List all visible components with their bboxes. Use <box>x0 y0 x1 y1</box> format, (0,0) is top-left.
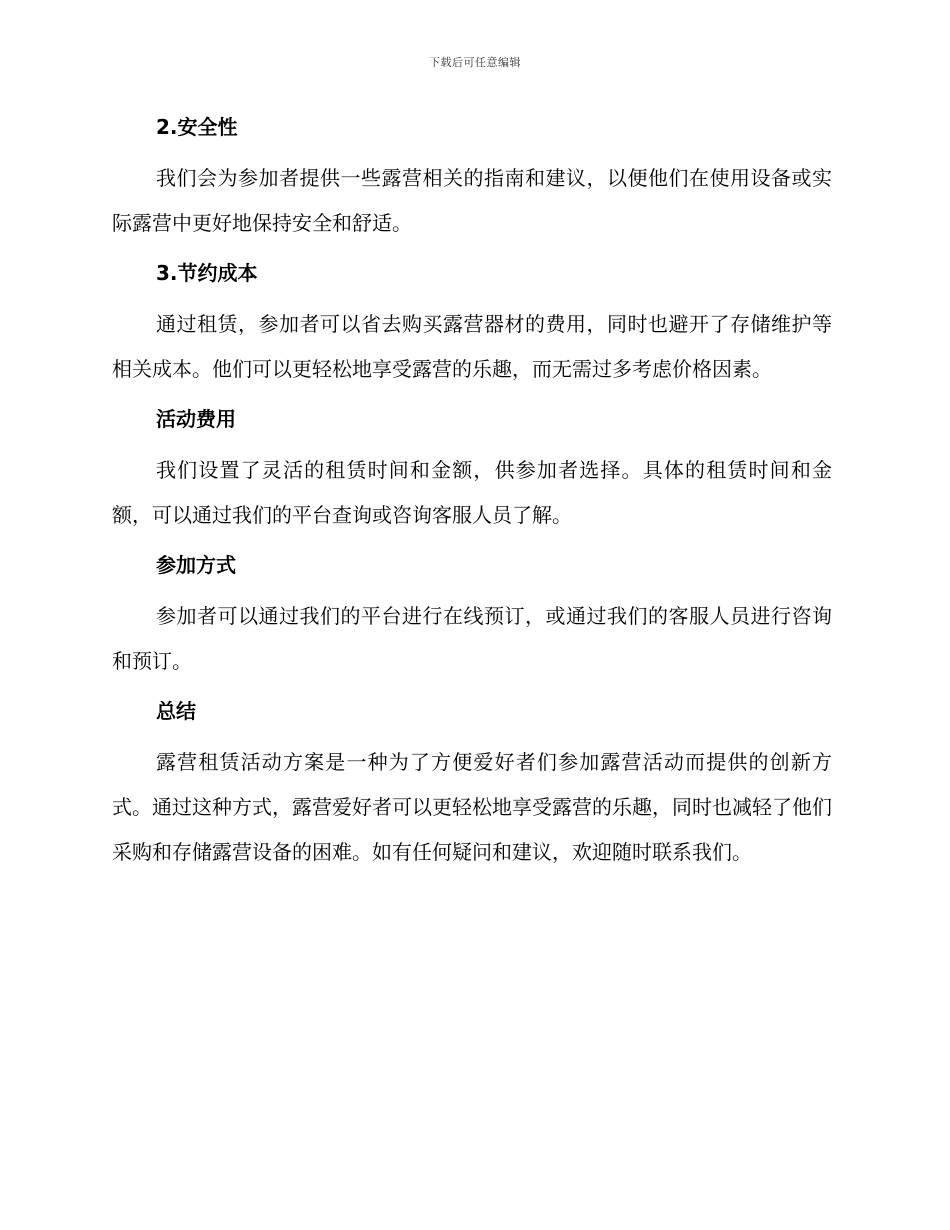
section-heading-cost-saving: 3.节约成本 <box>156 261 258 285</box>
section-heading-activity-fees: 活动费用 <box>156 407 236 431</box>
section-paragraph-activity-fees: 我们设置了灵活的租赁时间和金额，供参加者选择。具体的租赁时间和金额，可以通过我们的平台查询或咨询客服人员了解。 <box>112 458 832 527</box>
section-paragraph-cost-saving: 通过租赁，参加者可以省去购买露营器材的费用，同时也避开了存储维护等相关成本。他们可以更轻松地享受露营的乐趣，而无需过多考虑价格因素。 <box>112 312 832 381</box>
section-heading-participation: 参加方式 <box>156 553 236 577</box>
section-heading-safety: 2.安全性 <box>156 115 238 139</box>
section-heading-summary: 总结 <box>156 699 196 723</box>
section-paragraph-participation: 参加者可以通过我们的平台进行在线预订，或通过我们的客服人员进行咨询和预订。 <box>112 604 832 673</box>
page-header: 下载后可任意编辑 <box>429 56 521 69</box>
section-paragraph-safety: 我们会为参加者提供一些露营相关的指南和建议，以便他们在使用设备或实际露营中更好地保持安全和舒适。 <box>112 166 832 235</box>
document-body <box>112 112 832 875</box>
section-paragraph-summary: 露营租赁活动方案是一种为了方便爱好者们参加露营活动而提供的创新方式。通过这种方式，露营爱好者可以更轻松地享受露营的乐趣，同时也减轻了他们采购和存储露营设备的困难。如有任何疑问和建议，欢迎随时联系我们。 <box>112 750 832 864</box>
